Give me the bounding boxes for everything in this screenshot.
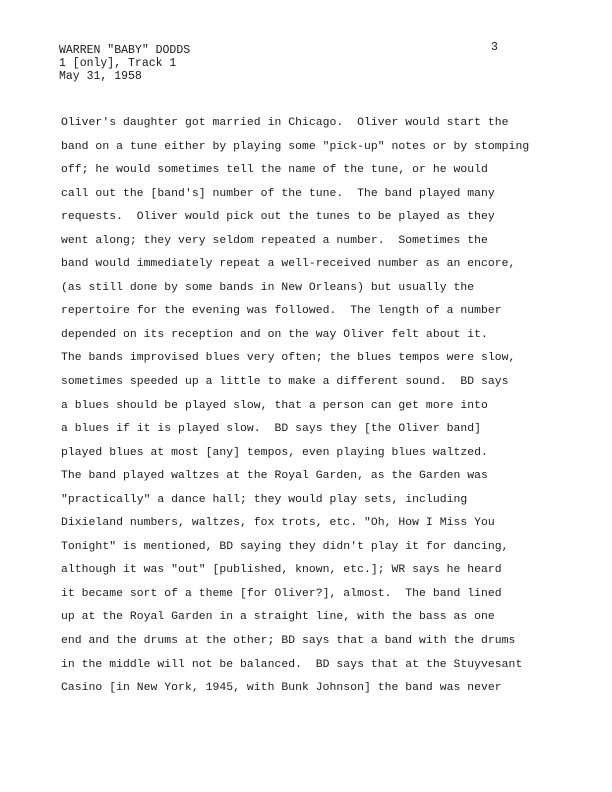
body-line: The bands improvised blues very often; the blues tempos were slow, bbox=[61, 352, 516, 365]
body-line: sometimes speeded up a little to make a different sound. BD says bbox=[61, 376, 509, 389]
body-line: played blues at most [any] tempos, even playing blues waltzed. bbox=[61, 446, 488, 459]
body-line: Dixieland numbers, waltzes, fox trots, etc. "Oh, How I Miss You bbox=[61, 517, 495, 530]
body-line: end and the drums at the other; BD says that a band with the drums bbox=[61, 635, 516, 648]
body-line: in the middle will not be balanced. BD says that at the Stuyvesant bbox=[61, 658, 523, 671]
body-line: (as still done by some bands in New Orleans) but usually the bbox=[61, 281, 475, 294]
body-line: repertoire for the evening was followed. The length of a number bbox=[61, 305, 502, 318]
header-track: 1 [only], Track 1 bbox=[59, 57, 177, 71]
body-line: up at the Royal Garden in a straight line, with the bass as one bbox=[61, 611, 495, 624]
transcript-header bbox=[59, 44, 190, 84]
body-line: Oliver's daughter got married in Chicago. Oliver would start the bbox=[61, 117, 509, 129]
header-date: May 31, 1958 bbox=[59, 70, 142, 84]
body-line: band would immediately repeat a well-received number as an encore, bbox=[61, 258, 516, 271]
body-line: went along; they very seldom repeated a number. Sometimes the bbox=[61, 234, 488, 247]
transcript-body bbox=[61, 112, 601, 701]
body-line: a blues should be played slow, that a person can get more into bbox=[61, 399, 488, 412]
body-line: Tonight" is mentioned, BD saying they didn't play it for dancing, bbox=[61, 540, 509, 553]
body-line: "practically" a dance hall; they would play sets, including bbox=[61, 493, 468, 506]
header-title: WARREN "BABY" DODDS bbox=[59, 44, 191, 57]
body-line: Casino [in New York, 1945, with Bunk Johnson] the band was never bbox=[61, 682, 502, 695]
body-line: off; he would sometimes tell the name of the tune, or he would bbox=[61, 164, 488, 177]
body-line: The band played waltzes at the Royal Garden, as the Garden was bbox=[61, 470, 488, 483]
body-line: band on a tune either by playing some "pick-up" notes or by stomping bbox=[61, 140, 530, 153]
body-line: a blues if it is played slow. BD says they [the Oliver band] bbox=[61, 423, 482, 436]
body-line: although it was "out" [published, known, etc.]; WR says he heard bbox=[61, 564, 502, 577]
body-line: call out the [band's] number of the tune. The band played many bbox=[61, 187, 495, 200]
body-line: requests. Oliver would pick out the tunes to be played as they bbox=[61, 211, 495, 224]
body-line: it became sort of a theme [for Oliver?], almost. The band lined bbox=[61, 587, 502, 600]
body-line: depended on its reception and on the way Oliver felt about it. bbox=[61, 328, 488, 341]
page-number: 3 bbox=[491, 41, 498, 54]
